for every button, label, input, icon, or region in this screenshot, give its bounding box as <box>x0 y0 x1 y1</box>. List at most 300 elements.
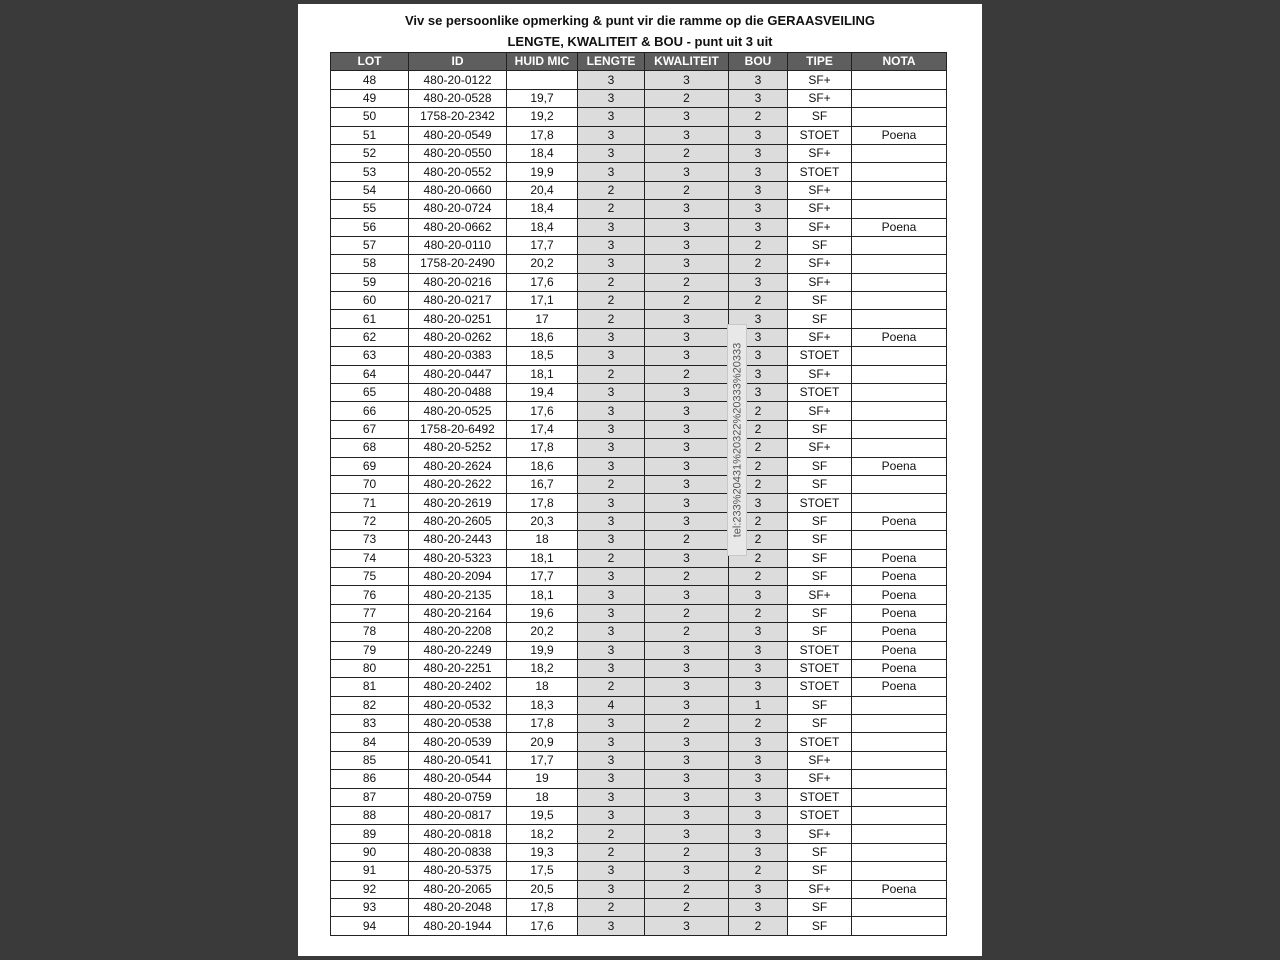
cell-id: 480-20-2164 <box>409 604 507 622</box>
cell-lengte: 3 <box>578 163 645 181</box>
cell-tipe: SF <box>788 917 852 935</box>
table-row <box>331 623 947 641</box>
cell-kwaliteit: 2 <box>645 715 729 733</box>
cell-lot: 82 <box>331 696 409 714</box>
table-row <box>331 384 947 402</box>
cell-lot: 87 <box>331 788 409 806</box>
table-row <box>331 402 947 420</box>
cell-huid-mic: 17,7 <box>507 751 578 769</box>
cell-tipe: STOET <box>788 807 852 825</box>
cell-lengte: 3 <box>578 880 645 898</box>
cell-lengte: 3 <box>578 733 645 751</box>
cell-kwaliteit: 3 <box>645 641 729 659</box>
table-row <box>331 89 947 107</box>
cell-id: 480-20-2619 <box>409 494 507 512</box>
cell-nota <box>852 494 947 512</box>
table-row <box>331 475 947 493</box>
cell-huid-mic: 18,6 <box>507 328 578 346</box>
cell-nota <box>852 825 947 843</box>
cell-huid-mic: 18,2 <box>507 825 578 843</box>
cell-tipe: SF+ <box>788 751 852 769</box>
cell-bou: 3 <box>729 770 788 788</box>
table-header-row <box>331 53 947 71</box>
cell-kwaliteit: 3 <box>645 494 729 512</box>
cell-nota <box>852 292 947 310</box>
cell-huid-mic: 18 <box>507 678 578 696</box>
cell-bou: 2 <box>729 604 788 622</box>
cell-bou: 3 <box>729 641 788 659</box>
column-header-tipe: TIPE <box>788 53 852 71</box>
cell-id: 480-20-0447 <box>409 365 507 383</box>
column-header-id: ID <box>409 53 507 71</box>
cell-kwaliteit: 2 <box>645 365 729 383</box>
cell-huid-mic: 19 <box>507 770 578 788</box>
table-row <box>331 807 947 825</box>
cell-nota <box>852 310 947 328</box>
table-row <box>331 788 947 806</box>
cell-bou: 3 <box>729 310 788 328</box>
cell-bou: 3 <box>729 494 788 512</box>
cell-lengte: 3 <box>578 420 645 438</box>
cell-nota <box>852 347 947 365</box>
table-row <box>331 181 947 199</box>
cell-nota: Poena <box>852 586 947 604</box>
cell-nota <box>852 696 947 714</box>
cell-lengte: 2 <box>578 678 645 696</box>
cell-lengte: 2 <box>578 365 645 383</box>
cell-lengte: 2 <box>578 292 645 310</box>
cell-bou: 3 <box>729 144 788 162</box>
table-row <box>331 898 947 916</box>
cell-nota: Poena <box>852 512 947 530</box>
cell-id: 480-20-0251 <box>409 310 507 328</box>
cell-kwaliteit: 3 <box>645 862 729 880</box>
cell-nota <box>852 144 947 162</box>
table-row <box>331 347 947 365</box>
cell-lot: 69 <box>331 457 409 475</box>
cell-tipe: STOET <box>788 659 852 677</box>
cell-bou: 2 <box>729 715 788 733</box>
cell-lengte: 3 <box>578 439 645 457</box>
cell-bou: 2 <box>729 862 788 880</box>
cell-kwaliteit: 3 <box>645 420 729 438</box>
cell-nota <box>852 402 947 420</box>
cell-tipe: SF <box>788 512 852 530</box>
cell-huid-mic: 18,4 <box>507 144 578 162</box>
cell-id: 480-20-0262 <box>409 328 507 346</box>
cell-bou: 3 <box>729 89 788 107</box>
cell-huid-mic: 19,6 <box>507 604 578 622</box>
cell-tipe: SF <box>788 310 852 328</box>
cell-lot: 89 <box>331 825 409 843</box>
cell-nota <box>852 788 947 806</box>
cell-lot: 50 <box>331 108 409 126</box>
cell-tipe: SF <box>788 862 852 880</box>
cell-id: 480-20-0532 <box>409 696 507 714</box>
cell-kwaliteit: 3 <box>645 218 729 236</box>
cell-tipe: STOET <box>788 641 852 659</box>
cell-lengte: 3 <box>578 641 645 659</box>
cell-lengte: 3 <box>578 567 645 585</box>
cell-tipe: SF+ <box>788 586 852 604</box>
table-row <box>331 770 947 788</box>
cell-nota <box>852 71 947 89</box>
cell-huid-mic: 19,7 <box>507 89 578 107</box>
cell-nota: Poena <box>852 457 947 475</box>
cell-huid-mic: 18,1 <box>507 586 578 604</box>
cell-lengte: 2 <box>578 549 645 567</box>
cell-id: 480-20-0759 <box>409 788 507 806</box>
cell-kwaliteit: 2 <box>645 89 729 107</box>
table-row <box>331 255 947 273</box>
cell-nota: Poena <box>852 549 947 567</box>
cell-nota: Poena <box>852 328 947 346</box>
cell-lengte: 3 <box>578 751 645 769</box>
cell-tipe: SF+ <box>788 144 852 162</box>
cell-tipe: SF+ <box>788 825 852 843</box>
cell-bou: 3 <box>729 788 788 806</box>
cell-bou: 3 <box>729 659 788 677</box>
cell-tipe: SF+ <box>788 71 852 89</box>
cell-lengte: 3 <box>578 255 645 273</box>
cell-huid-mic: 18,1 <box>507 365 578 383</box>
column-header-kwaliteit: KWALITEIT <box>645 53 729 71</box>
document-page <box>298 4 982 956</box>
cell-kwaliteit: 2 <box>645 292 729 310</box>
cell-lengte: 3 <box>578 788 645 806</box>
cell-lot: 61 <box>331 310 409 328</box>
table-row <box>331 218 947 236</box>
cell-kwaliteit: 3 <box>645 586 729 604</box>
cell-nota <box>852 770 947 788</box>
cell-lot: 62 <box>331 328 409 346</box>
cell-kwaliteit: 2 <box>645 898 729 916</box>
cell-id: 480-20-2605 <box>409 512 507 530</box>
cell-tipe: SF <box>788 292 852 310</box>
cell-tipe: SF+ <box>788 365 852 383</box>
watermark-text: tel:233%20431%20322%20333%20333 <box>731 342 744 538</box>
cell-id: 480-20-2065 <box>409 880 507 898</box>
cell-nota <box>852 89 947 107</box>
cell-bou: 3 <box>729 843 788 861</box>
cell-lot: 48 <box>331 71 409 89</box>
cell-huid-mic: 17,7 <box>507 567 578 585</box>
cell-lengte: 3 <box>578 604 645 622</box>
table-row <box>331 200 947 218</box>
cell-lot: 93 <box>331 898 409 916</box>
cell-id: 480-20-0525 <box>409 402 507 420</box>
cell-lengte: 3 <box>578 144 645 162</box>
cell-lot: 68 <box>331 439 409 457</box>
cell-kwaliteit: 3 <box>645 733 729 751</box>
cell-huid-mic: 17,8 <box>507 126 578 144</box>
cell-tipe: SF+ <box>788 439 852 457</box>
table-row <box>331 439 947 457</box>
cell-lengte: 4 <box>578 696 645 714</box>
cell-nota <box>852 181 947 199</box>
table-row <box>331 678 947 696</box>
cell-tipe: STOET <box>788 788 852 806</box>
table-row <box>331 733 947 751</box>
cell-lengte: 3 <box>578 384 645 402</box>
cell-tipe: STOET <box>788 494 852 512</box>
cell-tipe: SF+ <box>788 273 852 291</box>
cell-huid-mic: 19,2 <box>507 108 578 126</box>
cell-nota <box>852 475 947 493</box>
cell-nota <box>852 200 947 218</box>
cell-nota <box>852 255 947 273</box>
table-row <box>331 144 947 162</box>
cell-bou: 2 <box>729 512 788 530</box>
cell-bou: 2 <box>729 292 788 310</box>
cell-id: 480-20-0383 <box>409 347 507 365</box>
cell-kwaliteit: 3 <box>645 475 729 493</box>
cell-id: 480-20-0662 <box>409 218 507 236</box>
cell-bou: 3 <box>729 751 788 769</box>
cell-kwaliteit: 3 <box>645 255 729 273</box>
cell-lengte: 3 <box>578 236 645 254</box>
cell-huid-mic: 17,4 <box>507 420 578 438</box>
cell-lot: 81 <box>331 678 409 696</box>
cell-id: 480-20-0110 <box>409 236 507 254</box>
ram-scores-table <box>330 52 947 936</box>
cell-id: 480-20-0549 <box>409 126 507 144</box>
cell-huid-mic: 20,4 <box>507 181 578 199</box>
cell-lengte: 3 <box>578 770 645 788</box>
cell-id: 480-20-2622 <box>409 475 507 493</box>
cell-nota <box>852 273 947 291</box>
cell-lengte: 3 <box>578 512 645 530</box>
cell-tipe: SF <box>788 108 852 126</box>
cell-id: 480-20-0538 <box>409 715 507 733</box>
cell-kwaliteit: 3 <box>645 71 729 89</box>
cell-tipe: SF <box>788 567 852 585</box>
cell-id: 480-20-2135 <box>409 586 507 604</box>
column-header-huid-mic: HUID MIC <box>507 53 578 71</box>
table-row <box>331 512 947 530</box>
cell-kwaliteit: 3 <box>645 236 729 254</box>
cell-tipe: SF+ <box>788 255 852 273</box>
cell-tipe: STOET <box>788 126 852 144</box>
cell-lengte: 2 <box>578 200 645 218</box>
cell-lot: 57 <box>331 236 409 254</box>
cell-huid-mic: 17,8 <box>507 898 578 916</box>
document-title: Viv se persoonlike opmerking & punt vir die ramme op die GERAASVEILING <box>404 13 876 28</box>
cell-bou: 3 <box>729 807 788 825</box>
cell-tipe: SF <box>788 457 852 475</box>
cell-nota <box>852 236 947 254</box>
table-row <box>331 71 947 89</box>
cell-lot: 77 <box>331 604 409 622</box>
table-row <box>331 604 947 622</box>
cell-bou: 3 <box>729 218 788 236</box>
cell-id: 480-20-0838 <box>409 843 507 861</box>
cell-kwaliteit: 2 <box>645 273 729 291</box>
cell-lot: 73 <box>331 531 409 549</box>
cell-bou: 3 <box>729 825 788 843</box>
cell-lot: 90 <box>331 843 409 861</box>
cell-kwaliteit: 3 <box>645 751 729 769</box>
cell-bou: 3 <box>729 328 788 346</box>
cell-lengte: 3 <box>578 917 645 935</box>
cell-kwaliteit: 3 <box>645 512 729 530</box>
cell-huid-mic: 20,9 <box>507 733 578 751</box>
cell-kwaliteit: 3 <box>645 108 729 126</box>
cell-huid-mic: 17,8 <box>507 439 578 457</box>
cell-huid-mic: 16,7 <box>507 475 578 493</box>
cell-tipe: SF <box>788 604 852 622</box>
cell-tipe: SF+ <box>788 402 852 420</box>
cell-nota <box>852 384 947 402</box>
cell-lot: 72 <box>331 512 409 530</box>
cell-huid-mic: 20,2 <box>507 623 578 641</box>
cell-lengte: 3 <box>578 659 645 677</box>
table-row <box>331 843 947 861</box>
cell-bou: 3 <box>729 181 788 199</box>
cell-kwaliteit: 3 <box>645 917 729 935</box>
cell-id: 480-20-0660 <box>409 181 507 199</box>
table-row <box>331 862 947 880</box>
cell-lengte: 3 <box>578 494 645 512</box>
cell-id: 480-20-0528 <box>409 89 507 107</box>
cell-bou: 3 <box>729 880 788 898</box>
cell-tipe: SF <box>788 843 852 861</box>
cell-tipe: STOET <box>788 347 852 365</box>
cell-tipe: SF+ <box>788 328 852 346</box>
cell-lengte: 2 <box>578 843 645 861</box>
cell-huid-mic: 18,4 <box>507 200 578 218</box>
cell-tipe: SF <box>788 531 852 549</box>
cell-bou: 2 <box>729 236 788 254</box>
table-row <box>331 696 947 714</box>
cell-tipe: SF <box>788 236 852 254</box>
cell-lot: 55 <box>331 200 409 218</box>
cell-bou: 2 <box>729 420 788 438</box>
vertical-watermark <box>727 324 747 556</box>
cell-id: 480-20-2208 <box>409 623 507 641</box>
cell-huid-mic: 18,5 <box>507 347 578 365</box>
cell-kwaliteit: 2 <box>645 531 729 549</box>
cell-kwaliteit: 3 <box>645 126 729 144</box>
table-row <box>331 365 947 383</box>
cell-kwaliteit: 2 <box>645 880 729 898</box>
cell-lengte: 3 <box>578 402 645 420</box>
cell-kwaliteit: 2 <box>645 144 729 162</box>
cell-lot: 85 <box>331 751 409 769</box>
cell-tipe: SF <box>788 475 852 493</box>
table-row <box>331 310 947 328</box>
cell-lengte: 3 <box>578 531 645 549</box>
cell-bou: 2 <box>729 439 788 457</box>
cell-huid-mic: 18 <box>507 788 578 806</box>
cell-lengte: 3 <box>578 126 645 144</box>
cell-huid-mic: 19,5 <box>507 807 578 825</box>
cell-bou: 2 <box>729 549 788 567</box>
cell-huid-mic <box>507 71 578 89</box>
cell-bou: 3 <box>729 898 788 916</box>
cell-kwaliteit: 3 <box>645 549 729 567</box>
cell-id: 480-20-1944 <box>409 917 507 935</box>
cell-id: 1758-20-2342 <box>409 108 507 126</box>
cell-tipe: SF+ <box>788 218 852 236</box>
cell-huid-mic: 18,2 <box>507 659 578 677</box>
cell-huid-mic: 17,1 <box>507 292 578 310</box>
cell-tipe: SF+ <box>788 89 852 107</box>
cell-kwaliteit: 3 <box>645 678 729 696</box>
cell-bou: 3 <box>729 273 788 291</box>
column-header-lengte: LENGTE <box>578 53 645 71</box>
cell-huid-mic: 20,5 <box>507 880 578 898</box>
cell-id: 480-20-5375 <box>409 862 507 880</box>
cell-lengte: 3 <box>578 328 645 346</box>
cell-tipe: SF <box>788 715 852 733</box>
cell-bou: 3 <box>729 678 788 696</box>
cell-tipe: SF <box>788 420 852 438</box>
cell-huid-mic: 17,6 <box>507 917 578 935</box>
cell-huid-mic: 17 <box>507 310 578 328</box>
cell-bou: 3 <box>729 365 788 383</box>
cell-id: 480-20-0544 <box>409 770 507 788</box>
column-header-nota: NOTA <box>852 53 947 71</box>
cell-nota <box>852 439 947 457</box>
cell-huid-mic: 17,6 <box>507 273 578 291</box>
cell-nota <box>852 862 947 880</box>
cell-lot: 52 <box>331 144 409 162</box>
table-row <box>331 420 947 438</box>
cell-lot: 59 <box>331 273 409 291</box>
cell-nota: Poena <box>852 623 947 641</box>
cell-id: 480-20-2624 <box>409 457 507 475</box>
cell-kwaliteit: 3 <box>645 807 729 825</box>
cell-nota: Poena <box>852 126 947 144</box>
cell-huid-mic: 19,9 <box>507 641 578 659</box>
cell-nota: Poena <box>852 567 947 585</box>
cell-lot: 75 <box>331 567 409 585</box>
cell-huid-mic: 19,9 <box>507 163 578 181</box>
cell-id: 480-20-2249 <box>409 641 507 659</box>
cell-id: 480-20-2094 <box>409 567 507 585</box>
cell-id: 480-20-0216 <box>409 273 507 291</box>
cell-bou: 3 <box>729 126 788 144</box>
cell-lot: 67 <box>331 420 409 438</box>
table-row <box>331 917 947 935</box>
cell-kwaliteit: 2 <box>645 604 729 622</box>
cell-tipe: STOET <box>788 163 852 181</box>
cell-kwaliteit: 3 <box>645 659 729 677</box>
table-row <box>331 751 947 769</box>
cell-id: 480-20-5323 <box>409 549 507 567</box>
cell-nota: Poena <box>852 218 947 236</box>
table-row <box>331 236 947 254</box>
cell-lot: 56 <box>331 218 409 236</box>
cell-lengte: 3 <box>578 108 645 126</box>
cell-nota <box>852 733 947 751</box>
cell-bou: 2 <box>729 475 788 493</box>
cell-lot: 63 <box>331 347 409 365</box>
cell-lot: 58 <box>331 255 409 273</box>
cell-lot: 83 <box>331 715 409 733</box>
cell-bou: 3 <box>729 733 788 751</box>
cell-lot: 86 <box>331 770 409 788</box>
cell-id: 480-20-0550 <box>409 144 507 162</box>
cell-huid-mic: 18,3 <box>507 696 578 714</box>
cell-lot: 64 <box>331 365 409 383</box>
cell-kwaliteit: 3 <box>645 328 729 346</box>
cell-lot: 54 <box>331 181 409 199</box>
cell-nota <box>852 163 947 181</box>
table-row <box>331 715 947 733</box>
cell-huid-mic: 17,6 <box>507 402 578 420</box>
